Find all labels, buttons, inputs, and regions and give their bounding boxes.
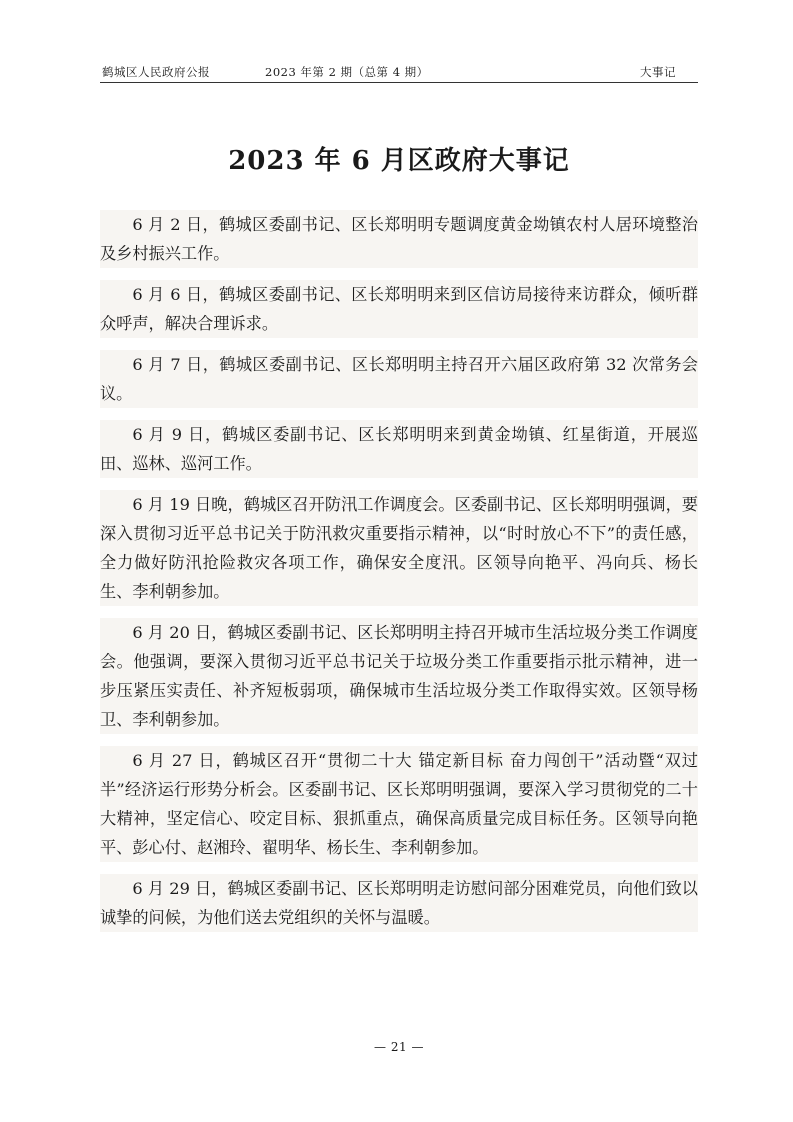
event-paragraph: 6 月 20 日，鹤城区委副书记、区长郑明明主持召开城市生活垃圾分类工作调度会。他强调，要深入贯彻习近平总书记关于垃圾分类工作重要指示批示精神，进一步压紧压实责任、补齐短板弱项，确保城市生活垃圾分类工作取得实效。区领导杨卫、李利朝参加。	[100, 618, 698, 734]
event-paragraph: 6 月 9 日，鹤城区委副书记、区长郑明明来到黄金坳镇、红星街道，开展巡田、巡林、巡河工作。	[100, 420, 698, 478]
event-paragraph: 6 月 19 日晚，鹤城区召开防汛工作调度会。区委副书记、区长郑明明强调，要深入贯彻习近平总书记关于防汛救灾重要指示精神，以“时时放心不下”的责任感，全力做好防汛抢险救灾各项工作，确保安全度汛。区领导向艳平、冯向兵、杨长生、李利朝参加。	[100, 490, 698, 606]
running-header	[100, 62, 698, 83]
section-name: 大事记	[640, 65, 676, 79]
event-paragraph: 6 月 2 日，鹤城区委副书记、区长郑明明专题调度黄金坳镇农村人居环境整治及乡村振兴工作。	[100, 210, 698, 268]
event-paragraph: 6 月 6 日，鹤城区委副书记、区长郑明明来到区信访局接待来访群众，倾听群众呼声，解决合理诉求。	[100, 280, 698, 338]
publication-name: 鹤城区人民政府公报	[102, 65, 210, 79]
event-paragraph: 6 月 27 日，鹤城区召开“贯彻二十大 锚定新目标 奋力闯创干”活动暨“双过半”经济运行形势分析会。区委副书记、区长郑明明强调，要深入学习贯彻党的二十大精神，坚定信心、咬定目标、狠抓重点，确保高质量完成目标任务。区领导向艳平、彭心付、赵湘玲、翟明华、杨长生、李利朝参加。	[100, 746, 698, 862]
article-body	[100, 210, 698, 944]
page-number: — 21 —	[374, 1040, 424, 1054]
event-paragraph: 6 月 29 日，鹤城区委副书记、区长郑明明走访慰问部分困难党员，向他们致以诚挚的问候，为他们送去党组织的关怀与温暖。	[100, 874, 698, 932]
event-paragraph: 6 月 7 日，鹤城区委副书记、区长郑明明主持召开六届区政府第 32 次常务会议。	[100, 350, 698, 408]
issue-info: 2023 年第 2 期（总第 4 期）	[265, 65, 429, 79]
page-title: 2023 年 6 月区政府大事记	[228, 146, 570, 176]
